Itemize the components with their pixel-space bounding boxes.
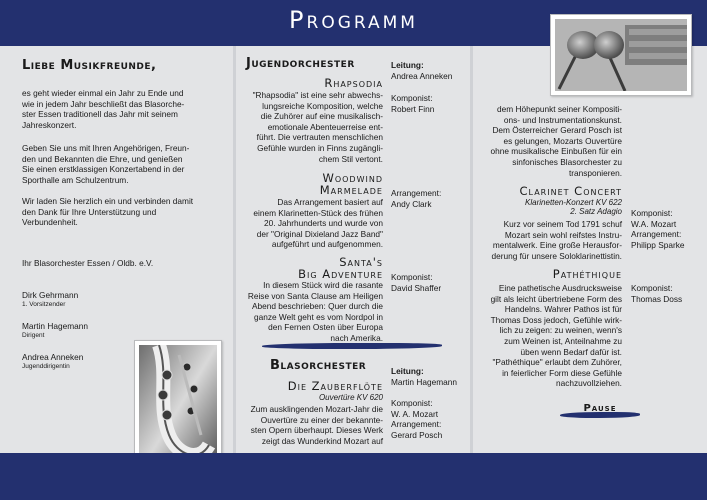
text-line: lungsreiche Komposition, welche <box>262 100 383 111</box>
intro-paragraph-3 <box>22 196 232 228</box>
piece-description <box>240 280 383 344</box>
person-entry <box>22 321 88 339</box>
leitung-name: Martin Hagemann <box>391 376 457 387</box>
text-line: Geben Sie uns mit Ihren Angehörigen, Freun- <box>22 143 190 153</box>
text-line: zeigt das Wunderkind Mozart auf <box>261 435 383 446</box>
person-name: Dirk Gehrmann <box>22 290 79 300</box>
text-line: den Fernen Osten über Europa <box>268 322 383 333</box>
zauberfloete-continuation <box>478 104 622 178</box>
piece-title <box>240 256 383 280</box>
leitung-block <box>391 60 452 81</box>
text-line: Das Arrangement basiert auf <box>277 197 383 207</box>
text-line: lich zu zeigen: zu weinen, wenn's <box>499 325 622 336</box>
person-name: Martin Hagemann <box>22 321 88 331</box>
divider-brushstroke <box>262 343 442 349</box>
text-line: 20. Jahrhunderts und wurde von <box>263 218 383 229</box>
subtitle-line: Klarinetten-Konzert KV 622 <box>525 198 622 207</box>
text-line: "Rhapsodia" ist eine sehr abwechs- <box>252 90 383 100</box>
text-line: Dem Österreicher Gerard Posch ist <box>492 125 622 136</box>
signature-line: Ihr Blasorchester Essen / Oldb. e.V. <box>22 258 154 268</box>
text-line: gilt als leicht übertriebene Form des <box>490 293 622 304</box>
text-line: üben wenn Bedarf dafür ist. <box>520 346 622 357</box>
intro-paragraph-1 <box>22 88 232 130</box>
leitung-label: Leitung: <box>391 60 424 70</box>
bottom-banner <box>0 453 707 500</box>
meta-value: Thomas Doss <box>631 293 683 304</box>
text-line: Handelns. Wahrer Pathos ist für <box>504 304 622 315</box>
text-line: zum Weinen ist, Anteilnahme zu <box>504 335 622 346</box>
piece-description <box>240 90 383 164</box>
text-line: Reise von Santa Clause am Heiligen <box>247 290 383 301</box>
text-line: ons- und Instrumentationskunst. <box>503 114 622 125</box>
piece-description <box>478 283 622 389</box>
text-line: Thomas Doss jedoch, Gefühle wirk- <box>490 314 622 325</box>
person-role: 1. Vorsitzender <box>22 300 66 308</box>
meta-label: Komponist: <box>391 272 433 282</box>
page-title: Programm <box>289 6 418 34</box>
leitung-block <box>391 366 457 387</box>
person-entry <box>22 352 83 370</box>
piece-description <box>240 404 383 446</box>
piece-description <box>478 219 622 261</box>
person-role: Dirigent <box>22 331 45 339</box>
piece-meta <box>391 188 441 209</box>
text-line: Ouvertüre zu einer der bekannte- <box>260 414 383 425</box>
subtitle-line: 2. Satz Adagio <box>570 207 622 216</box>
text-line: nachzuvollziehen. <box>556 378 622 389</box>
title-line: Marmelade <box>319 183 383 197</box>
text-line: chem Stil vertont. <box>318 153 383 164</box>
title-line: Big Adventure <box>298 267 383 281</box>
piece-title <box>240 172 383 196</box>
intro-paragraph-2 <box>22 143 232 185</box>
meta-value: W.A. Mozart <box>631 218 677 229</box>
text-line: in feierlicher Form diese Gefühle <box>502 367 622 378</box>
text-line: den und Bekannten die Ehre, und genießen <box>22 153 183 164</box>
person-name: Andrea Anneken <box>22 352 84 362</box>
meta-label: Arrangement: <box>631 229 682 240</box>
text-line: die Zuhörer auf eine musikalisch- <box>260 111 383 122</box>
text-line: "Pathéthique" erlaubt dem Zuhörer, <box>492 357 622 368</box>
piece-subtitle <box>478 198 622 216</box>
person-entry <box>22 290 78 308</box>
piece-meta <box>631 283 682 304</box>
meta-label: Komponist: <box>391 93 433 103</box>
meta-label: Arrangement: <box>391 188 442 198</box>
meta-value: Andy Clark <box>391 198 432 209</box>
piece-meta <box>631 208 685 250</box>
leitung-label: Leitung: <box>391 366 424 376</box>
text-line: Kurz vor seinem Tod 1791 schuf <box>503 219 622 229</box>
piece-title: Pathéthique <box>552 267 622 281</box>
text-line: Mozart sein wohl reifstes Instru- <box>504 229 622 240</box>
fold-line-left <box>233 46 236 453</box>
meta-value: Robert Finn <box>391 103 435 114</box>
piece-meta <box>391 272 441 293</box>
piece-meta <box>391 93 434 114</box>
text-line: sten Opern überhaupt. Dieses Werk <box>250 425 383 436</box>
section-heading-jugend: Jugendorchester <box>246 56 355 71</box>
text-line: Gefühle wurden in Finns zugängli- <box>257 142 383 153</box>
leitung-name: Andrea Anneken <box>391 70 453 81</box>
piece-title: Die Zauberflöte <box>287 379 383 393</box>
text-line: Sporthalle am Schulzentrum. <box>22 174 129 185</box>
text-line: führt. Die vertrauten menschlichen <box>256 132 383 143</box>
meta-label: Komponist: <box>391 398 433 408</box>
piece-subtitle: Ouvertüre KV 620 <box>318 393 383 402</box>
piece-description <box>240 197 383 250</box>
text-line: mentalwerk. Eine große Herausfor- <box>492 240 622 251</box>
text-line: sinfonisches Blasorchester zu <box>512 156 622 167</box>
text-line: einem Klarinetten-Stück des frühen <box>253 207 383 218</box>
text-line: ganze Welt geht es vom Nordpol in <box>254 311 383 322</box>
piece-meta <box>391 398 442 440</box>
title-line: Santa's <box>339 255 383 269</box>
text-line: dem Höhepunkt seiner Kompositi- <box>497 104 622 114</box>
meta-value: Gerard Posch <box>391 429 443 440</box>
piece-title: Clarinet Concert <box>519 184 622 198</box>
pause-label: Pause <box>583 403 617 414</box>
title-line: Woodwind <box>322 171 383 185</box>
meta-label: Komponist: <box>631 283 673 293</box>
text-line: es gelungen, Mozarts Ouvertüre <box>503 135 622 146</box>
fold-line-right <box>470 46 473 453</box>
text-line: der "Original Dixieland Jazz Band" <box>256 228 383 239</box>
meta-label: Arrangement: <box>391 419 442 430</box>
mallets-icon <box>555 19 687 91</box>
text-line: emotionale Abenteuerreise ent- <box>267 121 383 132</box>
text-line: transponieren. <box>568 167 622 178</box>
text-line: den Dank für Ihre Unterstützung und <box>22 206 157 217</box>
text-line: ster Essen traditionell das Jahr mit seinem <box>22 109 178 120</box>
text-line: nach Amerika. <box>330 332 383 343</box>
mallets-photo <box>550 14 692 96</box>
greeting-heading: Liebe Musikfreunde, <box>22 58 157 73</box>
text-line: derung für unsere Soloklarinettistin. <box>491 250 622 261</box>
piece-title: Rhapsodia <box>324 76 383 90</box>
text-line: wie in jedem Jahr beschließt das Blasorche- <box>22 98 185 109</box>
text-line: aufgeführt und aufgenommen. <box>271 239 383 250</box>
text-line: Eine pathetische Ausdrucksweise <box>498 283 622 293</box>
person-role: Jugenddirigentin <box>22 362 70 370</box>
meta-value: Philipp Sparke <box>631 239 685 250</box>
meta-value: W. A. Mozart <box>391 408 439 419</box>
text-line: Wir laden Sie herzlich ein und verbinden damit <box>22 196 194 206</box>
text-line: Verbundenheit. <box>22 217 78 228</box>
text-line: In diesem Stück wird die rasante <box>263 280 383 290</box>
text-line: Sie einen erstklassigen Konzertabend in der <box>22 164 185 175</box>
meta-value: David Shaffer <box>391 282 442 293</box>
text-line: es geht wieder einmal ein Jahr zu Ende und <box>22 88 184 98</box>
text-line: Jahreskonzert. <box>22 119 77 130</box>
text-line: ohne musikalische Einbußen für ein <box>490 146 622 157</box>
section-heading-blas: Blasorchester <box>270 358 367 373</box>
text-line: Zum ausklingenden Mozart-Jahr die <box>250 404 383 414</box>
meta-label: Komponist: <box>631 208 673 218</box>
text-line: Abend beschrieben: Quer durch die <box>252 301 383 312</box>
